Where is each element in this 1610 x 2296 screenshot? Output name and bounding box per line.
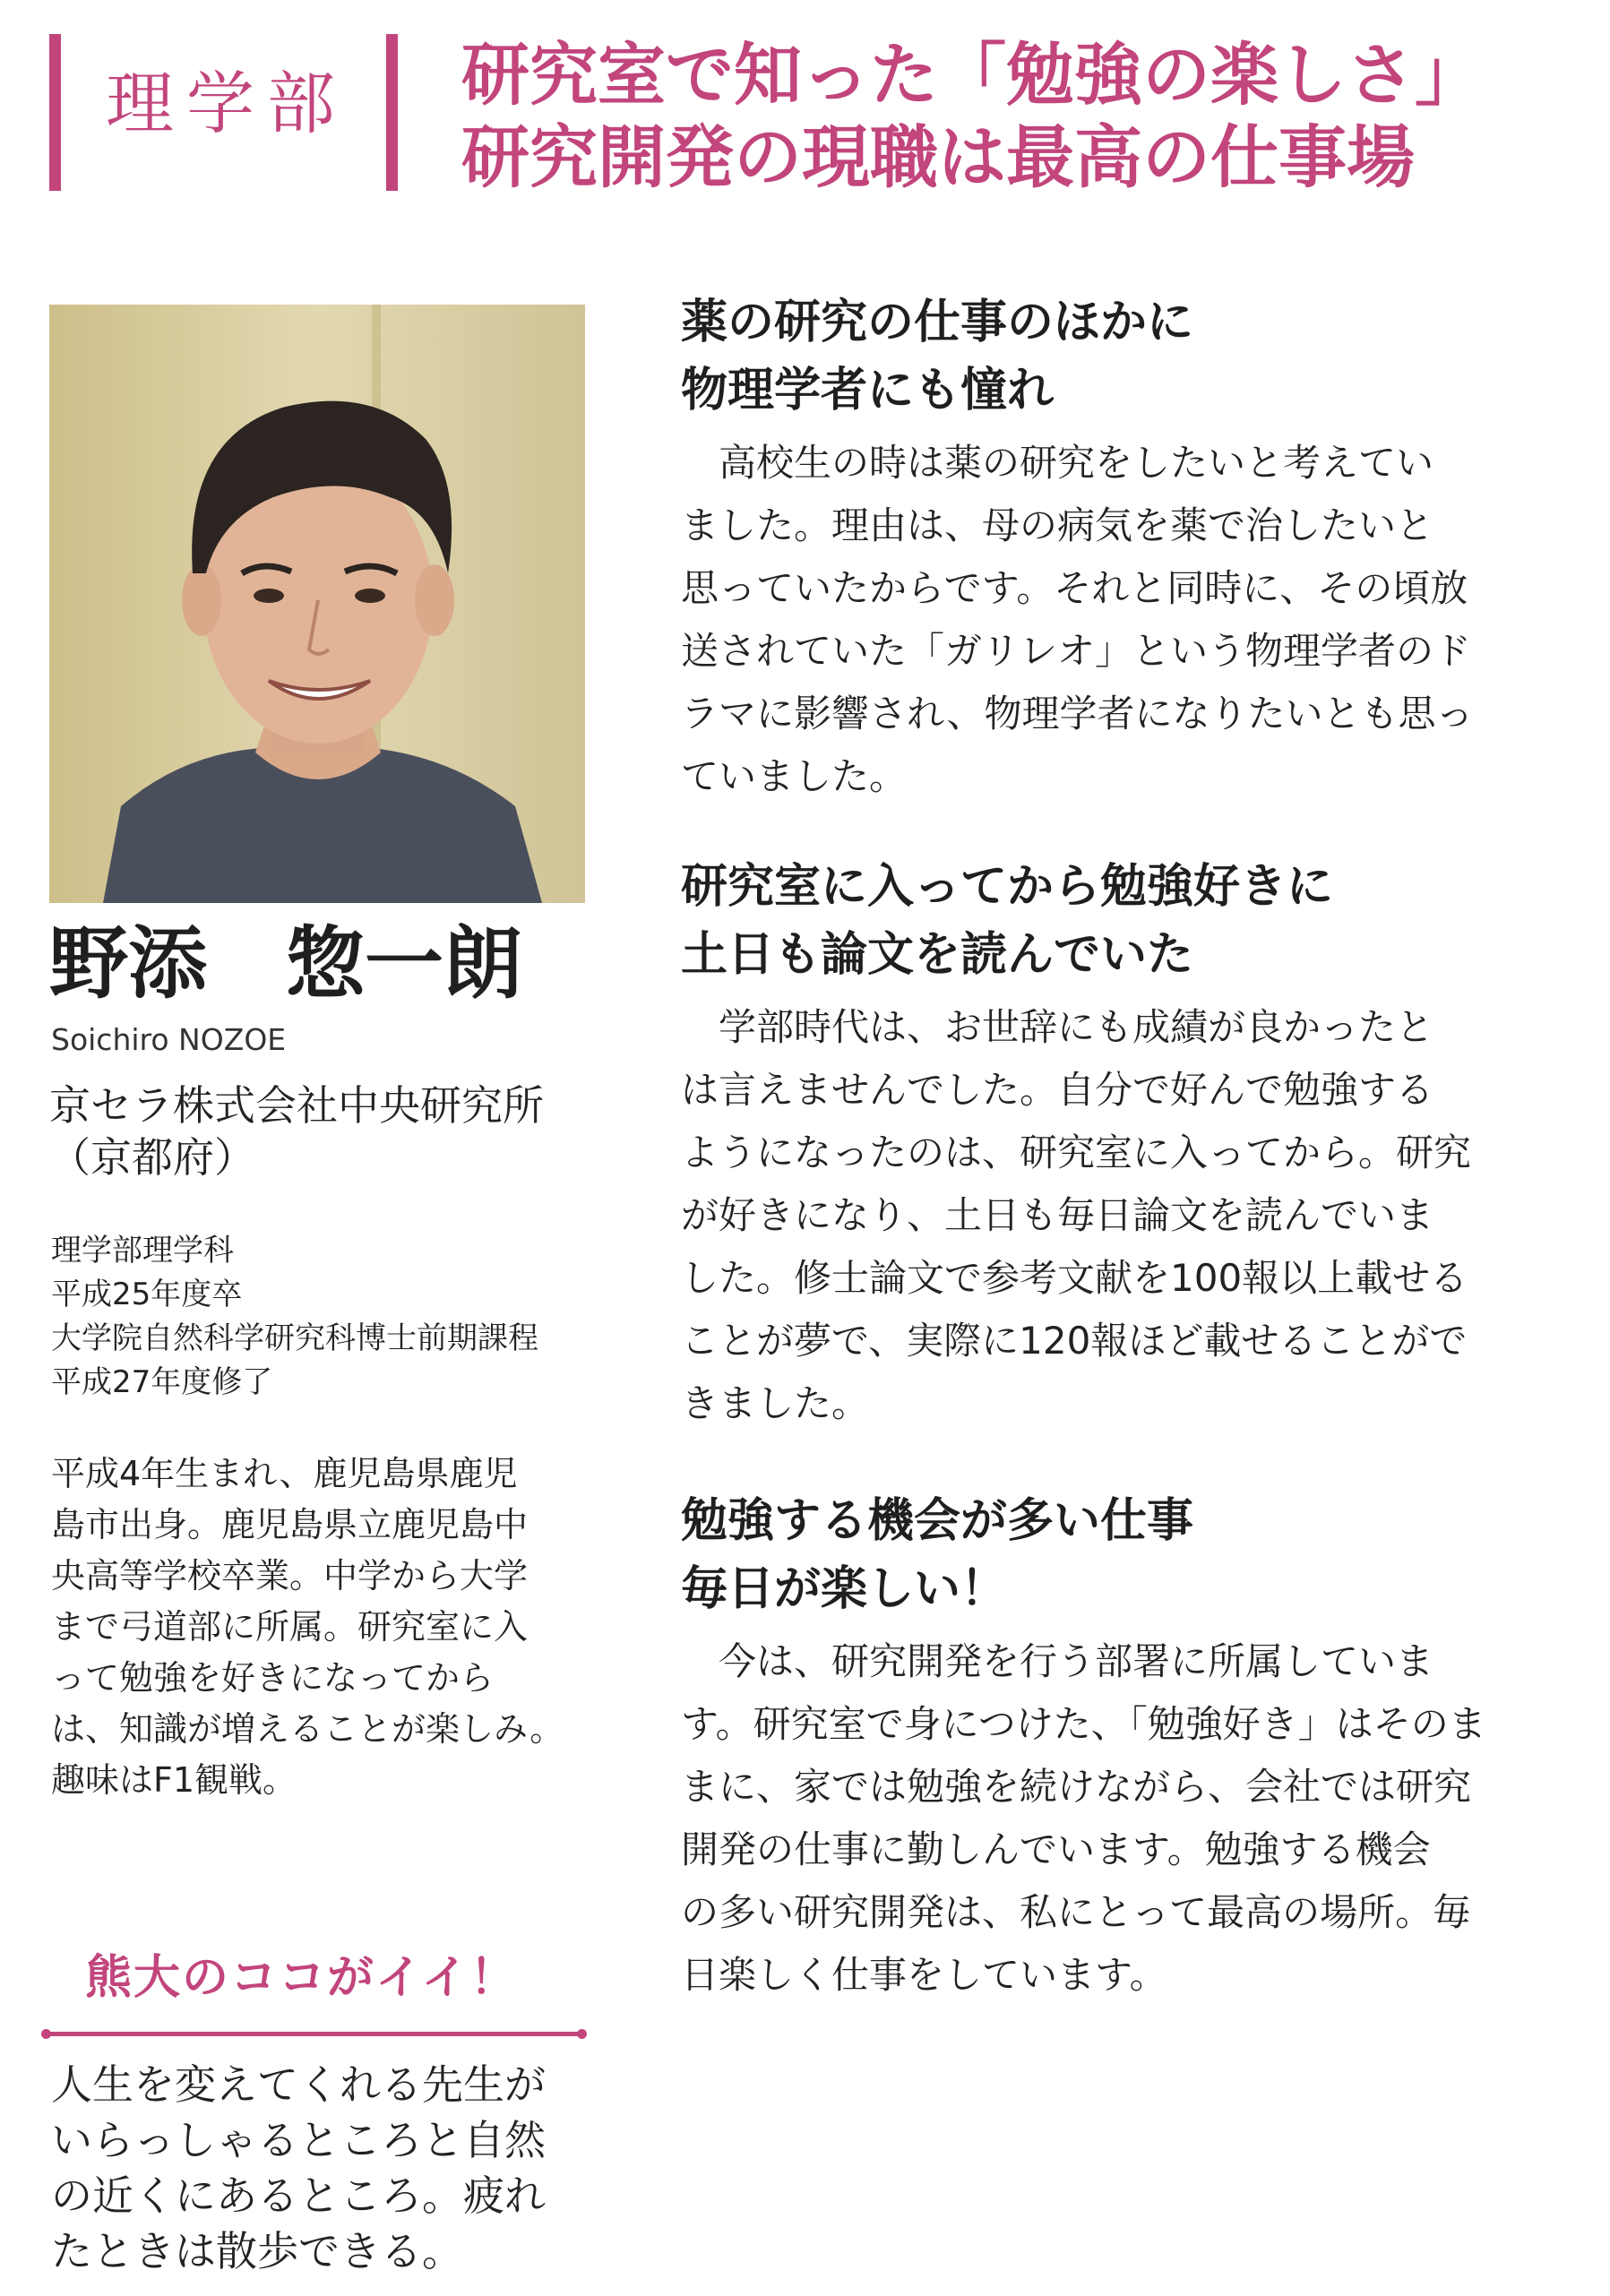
section-heading [681, 288, 1568, 425]
body-line: ラマに影響され、物理学者になりたいとも思っ [681, 692, 1474, 735]
section-heading [681, 853, 1568, 989]
bio-line: 趣味はF1観戦。 [51, 1760, 297, 1800]
page-headline [461, 34, 1483, 199]
body-line: 開発の仕事に勤しんでいます。勉強する機会 [681, 1827, 1431, 1871]
koko-divider [45, 2032, 583, 2036]
portrait-photo [49, 305, 585, 903]
article-section-1 [681, 288, 1568, 808]
koko-line: の近くにあるところ。疲れ [51, 2171, 546, 2220]
education-line: 平成25年度卒 [51, 1277, 243, 1312]
person-romaji-name: Soichiro NOZOE [51, 1022, 287, 1057]
bio-line: 島市出身。鹿児島県立鹿児島中 [51, 1505, 529, 1544]
koko-heading: 熊大のココがイイ！ [85, 1951, 519, 2005]
body-line: 高校生の時は薬の研究をしたいと考えてい [681, 441, 1434, 485]
body-line: 送されていた「ガリレオ」という物理学者のド [681, 629, 1472, 673]
bio-line: って勉強を好きになってから [51, 1658, 495, 1698]
body-line: が好きになり、土日も毎日論文を読んでいま [681, 1193, 1434, 1237]
company-info [49, 1079, 544, 1183]
body-line: 学部時代は、お世辞にも成績が良かったと [681, 1005, 1434, 1049]
portrait-illustration [49, 305, 585, 903]
body-line: ました。理由は、母の病気を薬で治したいと [681, 503, 1434, 547]
headline-line: 研究開発の現職は最高の仕事場 [461, 117, 1415, 197]
section-body [681, 1630, 1568, 2007]
biography [51, 1449, 589, 1806]
section-heading [681, 1487, 1568, 1623]
body-line: ようになったのは、研究室に入ってから。研究 [681, 1131, 1472, 1174]
body-line: 思っていたからです。それと同時に、その頃放 [681, 566, 1468, 610]
heading-line: 研究室に入ってから勉強好きに [681, 860, 1334, 914]
headline-line: 研究室で知った「勉強の楽しさ」 [461, 35, 1483, 115]
koko-body [51, 2057, 589, 2279]
bio-line: は、知識が増えることが楽しみ。 [51, 1709, 564, 1749]
body-line: まに、家では勉強を続けながら、会社では研究 [681, 1765, 1472, 1809]
koko-line: たときは散歩できる。 [51, 2227, 463, 2275]
section-body [681, 432, 1568, 808]
article-section-2 [681, 853, 1568, 1435]
body-line: きました。 [681, 1381, 870, 1425]
body-line: 今は、研究開発を行う部署に所属していま [681, 1639, 1434, 1683]
body-line: ていました。 [681, 754, 908, 798]
education-info [51, 1229, 538, 1405]
body-line: ことが夢で、実際に120報ほど載せることがで [681, 1319, 1468, 1363]
accent-bar-left [49, 34, 61, 191]
article-section-3 [681, 1487, 1568, 2007]
koko-line: 人生を変えてくれる先生が [51, 2060, 546, 2109]
koko-line: いらっしゃるところと自然 [51, 2116, 546, 2164]
bio-line: 央高等学校卒業。中学から大学 [51, 1556, 529, 1595]
company-line: （京都府） [49, 1133, 255, 1182]
bio-line: 平成4年生まれ、鹿児島県鹿児 [51, 1454, 518, 1493]
body-line: の多い研究開発は、私にとって最高の場所。毎 [681, 1890, 1471, 1934]
heading-line: 薬の研究の仕事のほかに [681, 296, 1194, 349]
body-line: した。修士論文で参考文献を100報以上載せる [681, 1256, 1468, 1300]
body-line: は言えませんでした。自分で好んで勉強する [681, 1068, 1434, 1112]
accent-bar-divider [386, 34, 398, 191]
education-line: 理学部理学科 [51, 1233, 234, 1268]
bio-line: まで弓道部に所属。研究室に入 [51, 1607, 529, 1647]
heading-line: 物理学者にも憧れ [681, 364, 1055, 417]
body-line: 日楽しく仕事をしています。 [681, 1953, 1167, 1997]
heading-line: 勉強する機会が多い仕事 [681, 1494, 1194, 1548]
heading-line: 毎日が楽しい！ [681, 1562, 1008, 1616]
body-line: す。研究室で身につけた、「勉強好き」はそのま [681, 1702, 1486, 1746]
education-line: 大学院自然科学研究科博士前期課程 [51, 1320, 538, 1356]
company-line: 京セラ株式会社中央研究所 [49, 1081, 544, 1130]
heading-line: 土日も論文を読んでいた [681, 928, 1194, 982]
department-label: 理学部 [106, 64, 348, 143]
education-line: 平成27年度修了 [51, 1364, 273, 1400]
person-name: 野添 惣一朗 [49, 917, 523, 1010]
section-body [681, 996, 1568, 1435]
